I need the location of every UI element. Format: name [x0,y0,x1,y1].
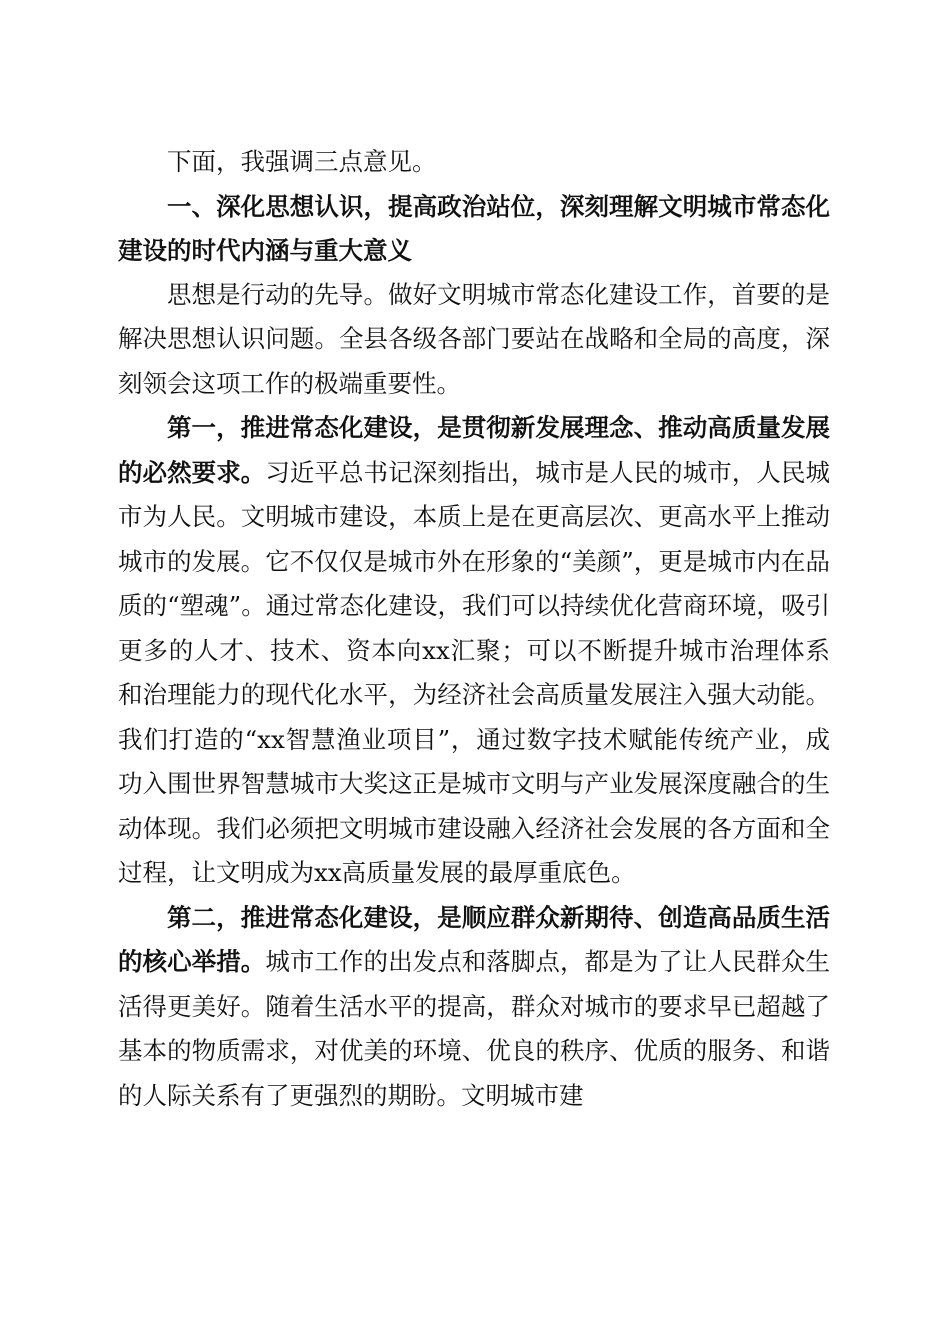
intro-paragraph: 下面，我强调三点意见。 [167,147,437,176]
point-two-lead: 第二，推进常态化建设，是顺应群众新期待、创造高品质生活的核心举措。 [118,902,830,976]
point-two-paragraph [118,896,830,1119]
point-one-paragraph [118,406,830,896]
point-one-body: 习近平总书记深刻指出，城市是人民的城市，人民城市为人民。文明城市建设，本质上是在更高层次、更高水平上推动城市的发展。它不仅仅是城市外在形象的“美颜”，更是城市内在品质的“塑魂”。通过常态化建设，我们可以持续优化营商环境，吸引更多的人才、技术、资本向xx汇聚；可以不断提升城市治理体系和治理能力的现代化水平，为经济社会高质量发展注入强大动能。我们打造的“xx智慧渔业项目”，通过数字技术赋能传统产业，成功入围世界智慧城市大奖这正是城市文明与产业发展深度融合的生动体现。我们必须把文明城市建设融入经济社会发展的各方面和全过程，让文明成为xx高质量发展的最厚重底色。 [118,457,831,887]
section-intro-paragraph: 思想是行动的先导。做好文明城市常态化建设工作，首要的是解决思想认识问题。全县各级各部门要站在战略和全局的高度，深刻领会这项工作的极端重要性。 [118,279,830,398]
point-one-lead: 第一，推进常态化建设，是贯彻新发展理念、推动高质量发展的必然要求。 [118,413,830,487]
point-two-body: 城市工作的出发点和落脚点，都是为了让人民群众生活得更美好。随着生活水平的提高，群众对城市的要求早已超越了基本的物质需求，对优美的环境、优良的秩序、优质的服务、和谐的人际关系有了更强烈的期盼。文明城市建 [118,947,831,1110]
section-heading: 一、深化思想认识，提高政治站位，深刻理解文明城市常态化建设的时代内涵与重大意义 [118,191,830,265]
document-page [118,140,830,1118]
